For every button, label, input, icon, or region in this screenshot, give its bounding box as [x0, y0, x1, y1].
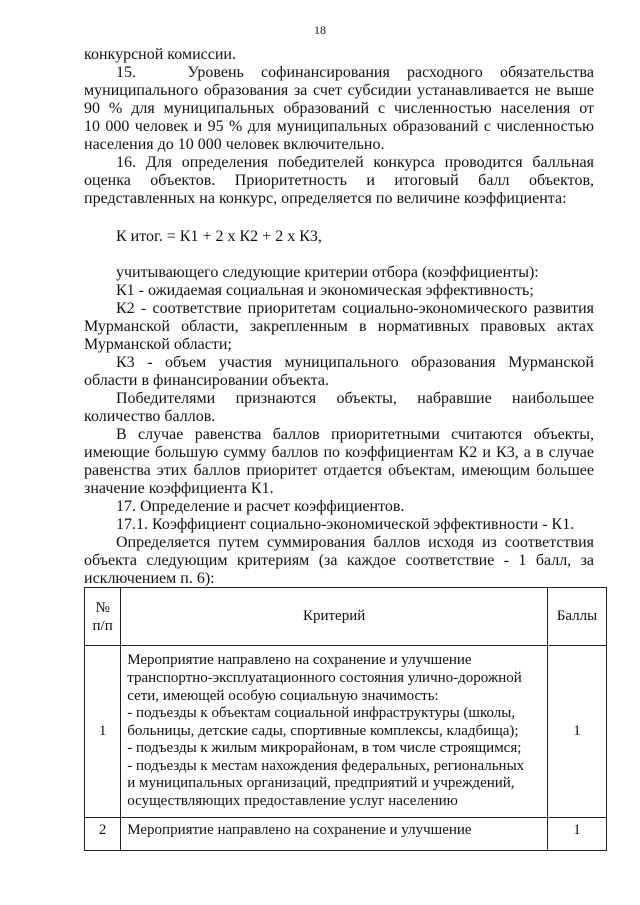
paragraph-17-1: 17.1. Коэффициент социально-экономической эффективности - К1.	[116, 516, 575, 533]
row-points: 1	[547, 646, 606, 818]
paragraph-criteria-intro: учитывающего следующие критерии отбора (коэффициенты):	[116, 264, 539, 281]
row-number: 1	[85, 646, 121, 818]
paragraph-k3: К3 - объем участия муниципального образования Мурманской области в финансировании объекта.	[84, 354, 594, 389]
criterion-line: Мероприятие направлено на сохранение и улучшение	[127, 822, 472, 838]
criterion-line: сети, имеющей особую социальную значимость:	[127, 687, 439, 704]
paragraph-k1: К1 - ожидаемая социальная и экономическая эффективность;	[116, 282, 534, 299]
paragraph-equal-score: В случае равенства баллов приоритетными считаются объекты, имеющие большую сумму баллов по коэффициентам К2 и К3, а в случае равенства этих баллов приоритет отдается объектам, имеющим большее значение коэффициента К1.	[84, 426, 594, 497]
body-text-bottom	[84, 264, 594, 588]
header-criterion: Критерий	[121, 588, 548, 646]
formula-k-total: К итог. = К1 + 2 х К2 + 2 х К3,	[116, 228, 322, 245]
page-number: 18	[314, 23, 326, 37]
criteria-table	[84, 587, 607, 851]
paragraph-winners: Победителями признаются объекты, набравшие наибольшее количество баллов.	[84, 390, 594, 425]
criterion-line: и муниципальных организаций, предприятий и учреждений,	[127, 775, 515, 792]
paragraph-16: 16. Для определения победителей конкурса проводится балльная оценка объектов. Приоритетность и итоговый балл объектов, представленных на конкурс, определяется по величине коэффициента:	[84, 154, 594, 207]
paragraph-k2: К2 - соответствие приоритетам социально-экономического развития Мурманской области, закрепленным в нормативных правовых актах Мурманской области;	[84, 300, 594, 353]
table-header-row	[85, 588, 607, 646]
row-criterion	[121, 646, 548, 818]
criterion-line: - подъезды к жилым микрорайонам, в том числе строящимся;	[127, 740, 522, 757]
paragraph-summation: Определяется путем суммирования баллов исходя из соответствия объекта следующим критериям (за каждое соответствие - 1 балл, за исключением п. 6):	[84, 534, 594, 587]
criterion-line: больницы, детские сады, спортивные комплексы, кладбища);	[127, 722, 519, 739]
criterion-line: - подъезды к объектам социальной инфраструктуры (школы,	[127, 705, 516, 722]
row-number: 2	[85, 818, 121, 851]
paragraph-commission-end: конкурсной комиссии.	[84, 46, 236, 63]
header-number-sign: №	[95, 599, 110, 616]
criterion-line: - подъезды к местам нахождения федеральных, региональных	[127, 757, 525, 774]
header-points: Баллы	[547, 588, 606, 646]
row-criterion	[121, 818, 548, 851]
table-row	[85, 818, 607, 851]
header-number-pp: п/п	[92, 617, 113, 634]
criterion-line: Мероприятие направлено на сохранение и улучшение	[127, 652, 472, 669]
criterion-line: транспортно-эксплуатационного состояния улично-дорожной	[127, 669, 522, 686]
paragraph-17: 17. Определение и расчет коэффициентов.	[116, 498, 405, 515]
header-number	[85, 588, 121, 646]
row-points: 1	[547, 818, 606, 851]
criterion-line: осуществляющих предоставление услуг населению	[127, 793, 458, 810]
paragraph-15: 15. Уровень софинансирования расходного обязательства муниципального образования за счет субсидии устанавливается не выше 90 % для муниципальных образований с численностью населения от 10 000 человек и 95 % для муниципальных образований с численностью населения до 10 000 человек включительно.	[84, 64, 594, 153]
table-row	[85, 646, 607, 818]
body-text-top	[84, 46, 594, 208]
